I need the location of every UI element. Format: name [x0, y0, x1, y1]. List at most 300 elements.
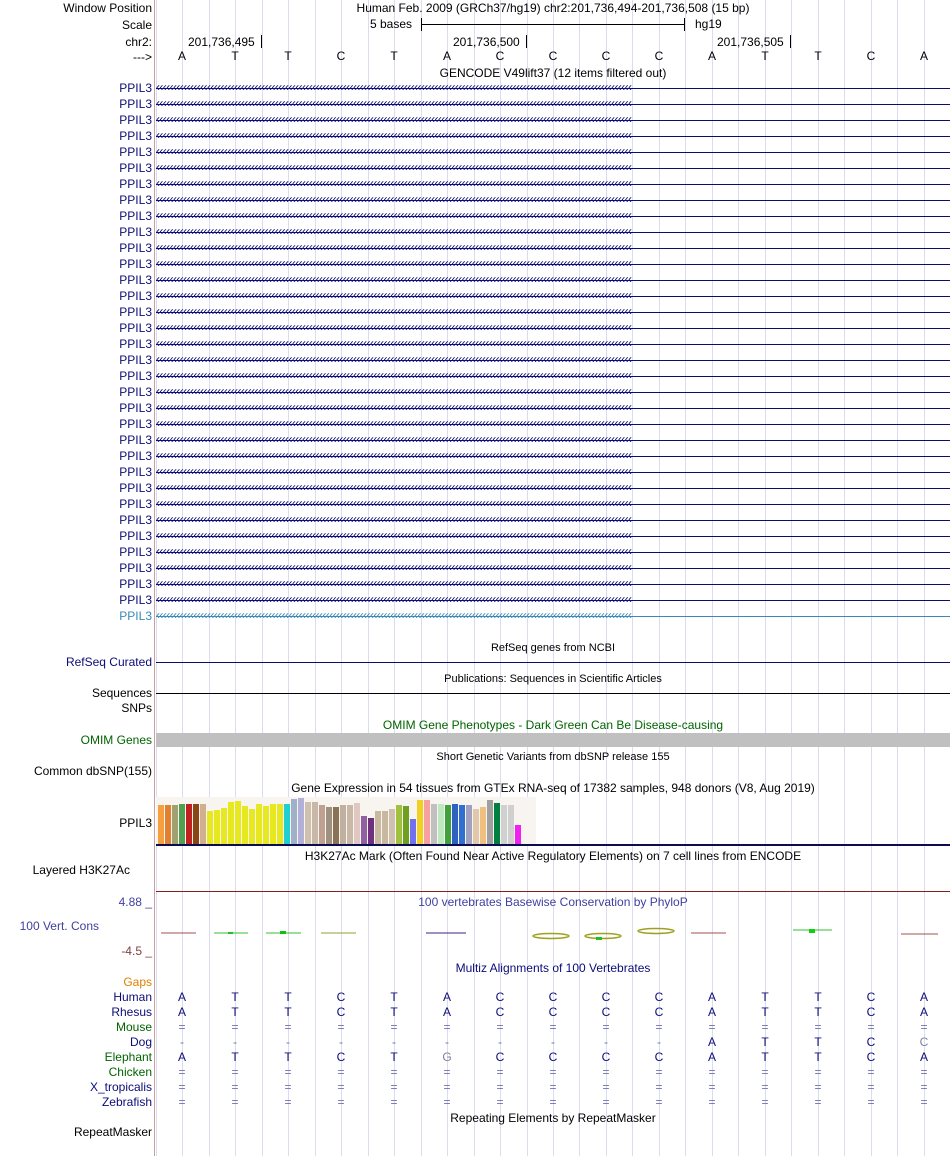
alignment-base: =: [602, 1065, 610, 1079]
alignment-base: =: [867, 1065, 875, 1079]
alignment-base: =: [867, 1095, 875, 1109]
gtex-tissue-bar[interactable]: [396, 805, 402, 844]
gtex-tissue-bar[interactable]: [270, 804, 276, 844]
gene-track-row[interactable]: [156, 97, 950, 111]
alignment-base: A: [919, 1050, 929, 1064]
gene-label[interactable]: PPIL3: [119, 577, 152, 591]
alignment-base: T: [814, 1005, 822, 1019]
gtex-tissue-bar[interactable]: [200, 804, 206, 844]
sequences-label[interactable]: Sequences: [91, 686, 152, 700]
gene-label[interactable]: PPIL3: [119, 81, 152, 95]
alignment-base: C: [866, 1035, 876, 1049]
refseq-title: RefSeq genes from NCBI: [490, 642, 616, 654]
gene-track-row[interactable]: [156, 369, 950, 383]
gene-label[interactable]: PPIL3: [119, 305, 152, 319]
gtex-tissue-bar[interactable]: [186, 804, 192, 844]
coord-label-1: 201,736,495: [188, 35, 255, 49]
alignment-base: C: [601, 1005, 611, 1019]
dbsnp-title: Short Genetic Variants from dbSNP release 155: [436, 751, 670, 763]
strand-arrows-icon: ‹‹‹‹‹‹‹‹‹‹‹‹‹‹‹‹‹‹‹‹‹‹‹‹‹‹‹‹‹‹‹‹‹‹‹‹‹‹‹‹‹‹‹‹‹‹‹‹‹‹‹‹‹‹‹‹‹‹‹‹‹‹‹‹‹‹‹‹‹‹‹‹‹‹‹‹‹‹‹‹‹‹‹‹‹‹‹‹‹‹‹‹‹‹‹‹‹‹‹‹‹‹‹‹‹‹‹‹‹‹‹‹‹‹‹‹‹‹‹‹‹‹‹‹‹‹‹‹‹‹‹‹‹‹‹‹‹‹‹‹: [156, 465, 632, 478]
gene-track-row[interactable]: [156, 513, 950, 527]
strand-arrows-icon: ‹‹‹‹‹‹‹‹‹‹‹‹‹‹‹‹‹‹‹‹‹‹‹‹‹‹‹‹‹‹‹‹‹‹‹‹‹‹‹‹‹‹‹‹‹‹‹‹‹‹‹‹‹‹‹‹‹‹‹‹‹‹‹‹‹‹‹‹‹‹‹‹‹‹‹‹‹‹‹‹‹‹‹‹‹‹‹‹‹‹‹‹‹‹‹‹‹‹‹‹‹‹‹‹‹‹‹‹‹‹‹‹‹‹‹‹‹‹‹‹‹‹‹‹‹‹‹‹‹‹‹‹‹‹‹‹‹‹‹‹: [156, 353, 632, 366]
alignment-base: =: [443, 1080, 451, 1094]
gtex-tissue-bar[interactable]: [284, 804, 290, 844]
alignment-base: =: [655, 1095, 663, 1109]
strand-arrows-icon: ‹‹‹‹‹‹‹‹‹‹‹‹‹‹‹‹‹‹‹‹‹‹‹‹‹‹‹‹‹‹‹‹‹‹‹‹‹‹‹‹‹‹‹‹‹‹‹‹‹‹‹‹‹‹‹‹‹‹‹‹‹‹‹‹‹‹‹‹‹‹‹‹‹‹‹‹‹‹‹‹‹‹‹‹‹‹‹‹‹‹‹‹‹‹‹‹‹‹‹‹‹‹‹‹‹‹‹‹‹‹‹‹‹‹‹‹‹‹‹‹‹‹‹‹‹‹‹‹‹‹‹‹‹‹‹‹‹‹‹‹: [156, 401, 632, 414]
gene-track-row[interactable]: [156, 465, 950, 479]
gene-label[interactable]: PPIL3: [119, 225, 152, 239]
gtex-tissue-bar[interactable]: [487, 800, 493, 844]
gene-track-row[interactable]: [156, 257, 950, 271]
alignment-base: T: [761, 1005, 769, 1019]
gtex-tissue-bar[interactable]: [515, 825, 521, 844]
alignment-base: =: [284, 1095, 292, 1109]
alignment-base: A: [177, 1050, 187, 1064]
gtex-tissue-bar[interactable]: [207, 811, 213, 844]
sequence-base: T: [284, 49, 292, 63]
omim-label[interactable]: OMIM Genes: [80, 733, 152, 747]
alignment-base: C: [548, 1050, 558, 1064]
alignment-base: =: [867, 1020, 875, 1034]
scale-bar-left-tick: [421, 18, 422, 31]
refseq-gene-line[interactable]: [156, 662, 950, 663]
gtex-gene-label[interactable]: PPIL3: [119, 816, 152, 830]
strand-arrows-icon: ‹‹‹‹‹‹‹‹‹‹‹‹‹‹‹‹‹‹‹‹‹‹‹‹‹‹‹‹‹‹‹‹‹‹‹‹‹‹‹‹‹‹‹‹‹‹‹‹‹‹‹‹‹‹‹‹‹‹‹‹‹‹‹‹‹‹‹‹‹‹‹‹‹‹‹‹‹‹‹‹‹‹‹‹‹‹‹‹‹‹‹‹‹‹‹‹‹‹‹‹‹‹‹‹‹‹‹‹‹‹‹‹‹‹‹‹‹‹‹‹‹‹‹‹‹‹‹‹‹‹‹‹‹‹‹‹‹‹‹‹: [156, 305, 632, 318]
gene-label[interactable]: PPIL3: [119, 561, 152, 575]
gtex-tissue-bar[interactable]: [403, 806, 409, 844]
alignment-base: -: [392, 1035, 396, 1049]
gtex-tissue-bar[interactable]: [305, 802, 311, 844]
gtex-tissue-bar[interactable]: [319, 805, 325, 844]
gene-label[interactable]: PPIL3: [119, 193, 152, 207]
alignment-base: T: [814, 990, 822, 1004]
gene-label[interactable]: PPIL3: [119, 401, 152, 415]
gene-label[interactable]: PPIL3: [119, 145, 152, 159]
species-label: Elephant: [104, 1050, 152, 1064]
alignment-base: A: [177, 990, 187, 1004]
h3k27ac-title: H3K27Ac Mark (Often Found Near Active Regulatory Elements) on 7 cell lines from ENCODE: [304, 849, 802, 863]
position-title: Human Feb. 2009 (GRCh37/hg19) chr2:201,736,494-201,736,508 (15 bp): [356, 1, 750, 15]
species-label: Zebrafish: [101, 1095, 152, 1109]
gene-label[interactable]: PPIL3: [119, 353, 152, 367]
alignment-base: -: [551, 1035, 555, 1049]
gtex-tissue-bar[interactable]: [277, 804, 283, 844]
alignment-base: =: [920, 1095, 928, 1109]
strand-arrows-icon: ‹‹‹‹‹‹‹‹‹‹‹‹‹‹‹‹‹‹‹‹‹‹‹‹‹‹‹‹‹‹‹‹‹‹‹‹‹‹‹‹‹‹‹‹‹‹‹‹‹‹‹‹‹‹‹‹‹‹‹‹‹‹‹‹‹‹‹‹‹‹‹‹‹‹‹‹‹‹‹‹‹‹‹‹‹‹‹‹‹‹‹‹‹‹‹‹‹‹‹‹‹‹‹‹‹‹‹‹‹‹‹‹‹‹‹‹‹‹‹‹‹‹‹‹‹‹‹‹‹‹‹‹‹‹‹‹‹‹‹‹: [156, 81, 632, 94]
alignment-base: C: [866, 1050, 876, 1064]
gtex-tissue-bar[interactable]: [312, 802, 318, 844]
gtex-tissue-bar[interactable]: [452, 804, 458, 844]
alignment-base: =: [390, 1095, 398, 1109]
alignment-base: C: [336, 990, 346, 1004]
gtex-tissue-bar[interactable]: [333, 807, 339, 844]
gtex-tissue-bar[interactable]: [249, 809, 255, 844]
gtex-tissue-bar[interactable]: [214, 810, 220, 844]
alignment-base: =: [708, 1080, 716, 1094]
gene-track-row[interactable]: [156, 289, 950, 303]
alignment-base: =: [443, 1095, 451, 1109]
strand-arrows-icon: ‹‹‹‹‹‹‹‹‹‹‹‹‹‹‹‹‹‹‹‹‹‹‹‹‹‹‹‹‹‹‹‹‹‹‹‹‹‹‹‹‹‹‹‹‹‹‹‹‹‹‹‹‹‹‹‹‹‹‹‹‹‹‹‹‹‹‹‹‹‹‹‹‹‹‹‹‹‹‹‹‹‹‹‹‹‹‹‹‹‹‹‹‹‹‹‹‹‹‹‹‹‹‹‹‹‹‹‹‹‹‹‹‹‹‹‹‹‹‹‹‹‹‹‹‹‹‹‹‹‹‹‹‹‹‹‹‹‹‹‹: [156, 113, 632, 126]
species-label: Human: [113, 990, 152, 1004]
gtex-tissue-bar[interactable]: [340, 805, 346, 844]
h3k27ac-line[interactable]: [156, 891, 950, 892]
track-display-area[interactable]: [156, 0, 950, 1156]
gene-track-row[interactable]: [156, 113, 950, 127]
gene-label[interactable]: PPIL3: [119, 289, 152, 303]
gtex-tissue-bar[interactable]: [179, 804, 185, 844]
alignment-base: =: [231, 1080, 239, 1094]
species-label: Chicken: [108, 1065, 152, 1079]
gene-label[interactable]: PPIL3: [119, 417, 152, 431]
gtex-tissue-bar[interactable]: [438, 804, 444, 844]
omim-bar[interactable]: [156, 733, 950, 747]
strand-arrows-icon: ‹‹‹‹‹‹‹‹‹‹‹‹‹‹‹‹‹‹‹‹‹‹‹‹‹‹‹‹‹‹‹‹‹‹‹‹‹‹‹‹‹‹‹‹‹‹‹‹‹‹‹‹‹‹‹‹‹‹‹‹‹‹‹‹‹‹‹‹‹‹‹‹‹‹‹‹‹‹‹‹‹‹‹‹‹‹‹‹‹‹‹‹‹‹‹‹‹‹‹‹‹‹‹‹‹‹‹‹‹‹‹‹‹‹‹‹‹‹‹‹‹‹‹‹‹‹‹‹‹‹‹‹‹‹‹‹‹‹‹‹: [156, 449, 632, 462]
gtex-tissue-bar[interactable]: [193, 804, 199, 844]
gene-label[interactable]: PPIL3: [119, 273, 152, 287]
strand-arrows-icon: ‹‹‹‹‹‹‹‹‹‹‹‹‹‹‹‹‹‹‹‹‹‹‹‹‹‹‹‹‹‹‹‹‹‹‹‹‹‹‹‹‹‹‹‹‹‹‹‹‹‹‹‹‹‹‹‹‹‹‹‹‹‹‹‹‹‹‹‹‹‹‹‹‹‹‹‹‹‹‹‹‹‹‹‹‹‹‹‹‹‹‹‹‹‹‹‹‹‹‹‹‹‹‹‹‹‹‹‹‹‹‹‹‹‹‹‹‹‹‹‹‹‹‹‹‹‹‹‹‹‹‹‹‹‹‹‹‹‹‹‹: [156, 513, 632, 526]
sequence-base: C: [601, 49, 611, 63]
gene-track-row[interactable]: [156, 433, 950, 447]
alignment-base: T: [231, 990, 239, 1004]
coord-tick-2: [526, 35, 527, 48]
gene-track-row[interactable]: [156, 161, 950, 175]
gene-track-row[interactable]: [156, 209, 950, 223]
gtex-tissue-bar[interactable]: [235, 801, 241, 844]
alignment-base: =: [496, 1065, 504, 1079]
alignment-base: T: [284, 1050, 292, 1064]
strand-arrows-icon: ‹‹‹‹‹‹‹‹‹‹‹‹‹‹‹‹‹‹‹‹‹‹‹‹‹‹‹‹‹‹‹‹‹‹‹‹‹‹‹‹‹‹‹‹‹‹‹‹‹‹‹‹‹‹‹‹‹‹‹‹‹‹‹‹‹‹‹‹‹‹‹‹‹‹‹‹‹‹‹‹‹‹‹‹‹‹‹‹‹‹‹‹‹‹‹‹‹‹‹‹‹‹‹‹‹‹‹‹‹‹‹‹‹‹‹‹‹‹‹‹‹‹‹‹‹‹‹‹‹‹‹‹‹‹‹‹‹‹‹‹: [156, 369, 632, 382]
gtex-tissue-bar[interactable]: [473, 809, 479, 844]
gene-label[interactable]: PPIL3: [119, 321, 152, 335]
scale-label: Scale: [121, 18, 152, 32]
gtex-tissue-bar[interactable]: [263, 806, 269, 844]
gene-track-row[interactable]: [156, 561, 950, 575]
dbsnp-label[interactable]: Common dbSNP(155): [33, 764, 152, 778]
gene-label[interactable]: PPIL3: [119, 209, 152, 223]
species-label: X_tropicalis: [89, 1080, 152, 1094]
gtex-bar-chart[interactable]: [156, 797, 536, 844]
gene-track-row[interactable]: [156, 449, 950, 463]
strand-arrows-icon: ‹‹‹‹‹‹‹‹‹‹‹‹‹‹‹‹‹‹‹‹‹‹‹‹‹‹‹‹‹‹‹‹‹‹‹‹‹‹‹‹‹‹‹‹‹‹‹‹‹‹‹‹‹‹‹‹‹‹‹‹‹‹‹‹‹‹‹‹‹‹‹‹‹‹‹‹‹‹‹‹‹‹‹‹‹‹‹‹‹‹‹‹‹‹‹‹‹‹‹‹‹‹‹‹‹‹‹‹‹‹‹‹‹‹‹‹‹‹‹‹‹‹‹‹‹‹‹‹‹‹‹‹‹‹‹‹‹‹‹‹: [156, 609, 632, 622]
alignment-base: C: [866, 1005, 876, 1019]
phylop-max-label: 4.88 _: [118, 895, 152, 909]
alignment-base: =: [390, 1065, 398, 1079]
gene-track-row[interactable]: [156, 81, 950, 95]
alignment-base: =: [231, 1020, 239, 1034]
gtex-tissue-bar[interactable]: [508, 805, 514, 844]
alignment-base: =: [549, 1095, 557, 1109]
gtex-tissue-bar[interactable]: [417, 800, 423, 844]
alignment-base: =: [655, 1020, 663, 1034]
multiz-title: Multiz Alignments of 100 Vertebrates: [455, 961, 651, 975]
gene-track-row[interactable]: [156, 545, 950, 559]
gene-track-row[interactable]: [156, 609, 950, 623]
gene-track-row[interactable]: [156, 353, 950, 367]
sequence-base: A: [707, 49, 717, 63]
gene-track-row[interactable]: [156, 305, 950, 319]
gene-track-row[interactable]: [156, 273, 950, 287]
track-labels-column: [0, 0, 152, 1156]
strand-arrows-icon: ‹‹‹‹‹‹‹‹‹‹‹‹‹‹‹‹‹‹‹‹‹‹‹‹‹‹‹‹‹‹‹‹‹‹‹‹‹‹‹‹‹‹‹‹‹‹‹‹‹‹‹‹‹‹‹‹‹‹‹‹‹‹‹‹‹‹‹‹‹‹‹‹‹‹‹‹‹‹‹‹‹‹‹‹‹‹‹‹‹‹‹‹‹‹‹‹‹‹‹‹‹‹‹‹‹‹‹‹‹‹‹‹‹‹‹‹‹‹‹‹‹‹‹‹‹‹‹‹‹‹‹‹‹‹‹‹‹‹‹‹: [156, 241, 632, 254]
strand-arrows-icon: ‹‹‹‹‹‹‹‹‹‹‹‹‹‹‹‹‹‹‹‹‹‹‹‹‹‹‹‹‹‹‹‹‹‹‹‹‹‹‹‹‹‹‹‹‹‹‹‹‹‹‹‹‹‹‹‹‹‹‹‹‹‹‹‹‹‹‹‹‹‹‹‹‹‹‹‹‹‹‹‹‹‹‹‹‹‹‹‹‹‹‹‹‹‹‹‹‹‹‹‹‹‹‹‹‹‹‹‹‹‹‹‹‹‹‹‹‹‹‹‹‹‹‹‹‹‹‹‹‹‹‹‹‹‹‹‹‹‹‹‹: [156, 577, 632, 590]
alignment-base: =: [337, 1095, 345, 1109]
sequence-base: A: [919, 49, 929, 63]
alignment-base: C: [548, 990, 558, 1004]
strand-arrows-icon: ‹‹‹‹‹‹‹‹‹‹‹‹‹‹‹‹‹‹‹‹‹‹‹‹‹‹‹‹‹‹‹‹‹‹‹‹‹‹‹‹‹‹‹‹‹‹‹‹‹‹‹‹‹‹‹‹‹‹‹‹‹‹‹‹‹‹‹‹‹‹‹‹‹‹‹‹‹‹‹‹‹‹‹‹‹‹‹‹‹‹‹‹‹‹‹‹‹‹‹‹‹‹‹‹‹‹‹‹‹‹‹‹‹‹‹‹‹‹‹‹‹‹‹‹‹‹‹‹‹‹‹‹‹‹‹‹‹‹‹‹: [156, 193, 632, 206]
gene-track-row[interactable]: [156, 177, 950, 191]
publications-line[interactable]: [156, 693, 950, 694]
phylop-ellipse-3: [638, 929, 674, 934]
gene-track-row[interactable]: [156, 497, 950, 511]
gene-track-row[interactable]: [156, 593, 950, 607]
gene-track-row[interactable]: [156, 401, 950, 415]
gtex-tissue-bar[interactable]: [389, 809, 395, 844]
strand-arrows-icon: ‹‹‹‹‹‹‹‹‹‹‹‹‹‹‹‹‹‹‹‹‹‹‹‹‹‹‹‹‹‹‹‹‹‹‹‹‹‹‹‹‹‹‹‹‹‹‹‹‹‹‹‹‹‹‹‹‹‹‹‹‹‹‹‹‹‹‹‹‹‹‹‹‹‹‹‹‹‹‹‹‹‹‹‹‹‹‹‹‹‹‹‹‹‹‹‹‹‹‹‹‹‹‹‹‹‹‹‹‹‹‹‹‹‹‹‹‹‹‹‹‹‹‹‹‹‹‹‹‹‹‹‹‹‹‹‹‹‹‹‹: [156, 209, 632, 222]
gtex-tissue-bar[interactable]: [375, 811, 381, 844]
gene-track-row[interactable]: [156, 241, 950, 255]
gtex-tissue-bar[interactable]: [326, 807, 332, 844]
alignment-base: =: [814, 1095, 822, 1109]
gtex-tissue-bar[interactable]: [361, 816, 367, 844]
alignment-base: A: [442, 1005, 452, 1019]
gene-label[interactable]: PPIL3: [119, 449, 152, 463]
gene-track-row[interactable]: [156, 481, 950, 495]
alignment-base: =: [178, 1080, 186, 1094]
gene-label[interactable]: PPIL3: [119, 257, 152, 271]
alignment-base: -: [286, 1035, 290, 1049]
omim-title: OMIM Gene Phenotypes - Dark Green Can Be Disease-causing: [382, 718, 724, 732]
strand-arrows-icon: ‹‹‹‹‹‹‹‹‹‹‹‹‹‹‹‹‹‹‹‹‹‹‹‹‹‹‹‹‹‹‹‹‹‹‹‹‹‹‹‹‹‹‹‹‹‹‹‹‹‹‹‹‹‹‹‹‹‹‹‹‹‹‹‹‹‹‹‹‹‹‹‹‹‹‹‹‹‹‹‹‹‹‹‹‹‹‹‹‹‹‹‹‹‹‹‹‹‹‹‹‹‹‹‹‹‹‹‹‹‹‹‹‹‹‹‹‹‹‹‹‹‹‹‹‹‹‹‹‹‹‹‹‹‹‹‹‹‹‹‹: [156, 225, 632, 238]
sequence-base: C: [548, 49, 558, 63]
gtex-tissue-bar[interactable]: [494, 803, 500, 844]
alignment-base: =: [496, 1020, 504, 1034]
sequence-base: C: [336, 49, 346, 63]
gene-label[interactable]: PPIL3: [119, 369, 152, 383]
alignment-base: =: [231, 1095, 239, 1109]
gtex-tissue-bar[interactable]: [410, 819, 416, 844]
gtex-tissue-bar[interactable]: [501, 805, 507, 844]
gene-label[interactable]: PPIL3: [119, 129, 152, 143]
alignment-base: -: [445, 1035, 449, 1049]
gene-track-row[interactable]: [156, 193, 950, 207]
alignment-base: C: [654, 1050, 664, 1064]
gene-label[interactable]: PPIL3: [119, 497, 152, 511]
phylop-title: 100 vertebrates Basewise Conservation by PhyloP: [418, 895, 688, 909]
gene-label[interactable]: PPIL3: [119, 481, 152, 495]
strand-arrows-icon: ‹‹‹‹‹‹‹‹‹‹‹‹‹‹‹‹‹‹‹‹‹‹‹‹‹‹‹‹‹‹‹‹‹‹‹‹‹‹‹‹‹‹‹‹‹‹‹‹‹‹‹‹‹‹‹‹‹‹‹‹‹‹‹‹‹‹‹‹‹‹‹‹‹‹‹‹‹‹‹‹‹‹‹‹‹‹‹‹‹‹‹‹‹‹‹‹‹‹‹‹‹‹‹‹‹‹‹‹‹‹‹‹‹‹‹‹‹‹‹‹‹‹‹‹‹‹‹‹‹‹‹‹‹‹‹‹‹‹‹‹: [156, 385, 632, 398]
gtex-tissue-bar[interactable]: [221, 808, 227, 844]
alignment-base: A: [707, 990, 717, 1004]
coord-tick-1: [261, 35, 262, 48]
alignment-base: C: [654, 1005, 664, 1019]
gtex-tissue-bar[interactable]: [165, 805, 171, 844]
strand-arrows-icon: ‹‹‹‹‹‹‹‹‹‹‹‹‹‹‹‹‹‹‹‹‹‹‹‹‹‹‹‹‹‹‹‹‹‹‹‹‹‹‹‹‹‹‹‹‹‹‹‹‹‹‹‹‹‹‹‹‹‹‹‹‹‹‹‹‹‹‹‹‹‹‹‹‹‹‹‹‹‹‹‹‹‹‹‹‹‹‹‹‹‹‹‹‹‹‹‹‹‹‹‹‹‹‹‹‹‹‹‹‹‹‹‹‹‹‹‹‹‹‹‹‹‹‹‹‹‹‹‹‹‹‹‹‹‹‹‹‹‹‹‹: [156, 417, 632, 430]
repeatmasker-label[interactable]: RepeatMasker: [73, 1125, 152, 1139]
sequence-base: A: [442, 49, 452, 63]
alignment-base: T: [814, 1050, 822, 1064]
scale-text: 5 bases: [370, 17, 413, 31]
alignment-base: =: [920, 1065, 928, 1079]
gaps-label: Gaps: [123, 975, 152, 989]
gtex-tissue-bar[interactable]: [242, 806, 248, 844]
alignment-base: T: [814, 1035, 822, 1049]
sequence-base: A: [177, 49, 187, 63]
gtex-tissue-bar[interactable]: [298, 798, 304, 844]
gene-track-row[interactable]: [156, 129, 950, 143]
gene-label[interactable]: PPIL3: [119, 177, 152, 191]
strand-arrows-icon: ‹‹‹‹‹‹‹‹‹‹‹‹‹‹‹‹‹‹‹‹‹‹‹‹‹‹‹‹‹‹‹‹‹‹‹‹‹‹‹‹‹‹‹‹‹‹‹‹‹‹‹‹‹‹‹‹‹‹‹‹‹‹‹‹‹‹‹‹‹‹‹‹‹‹‹‹‹‹‹‹‹‹‹‹‹‹‹‹‹‹‹‹‹‹‹‹‹‹‹‹‹‹‹‹‹‹‹‹‹‹‹‹‹‹‹‹‹‹‹‹‹‹‹‹‹‹‹‹‹‹‹‹‹‹‹‹‹‹‹‹: [156, 529, 632, 542]
alignment-base: A: [442, 990, 452, 1004]
alignment-base: =: [602, 1095, 610, 1109]
alignment-base: =: [708, 1095, 716, 1109]
alignment-base: T: [761, 990, 769, 1004]
alignment-base: C: [601, 1050, 611, 1064]
alignment-base: =: [602, 1020, 610, 1034]
alignment-base: =: [284, 1080, 292, 1094]
gene-label[interactable]: PPIL3: [119, 529, 152, 543]
gtex-tissue-bar[interactable]: [431, 804, 437, 844]
alignment-base: C: [919, 1035, 929, 1049]
alignment-base: =: [390, 1020, 398, 1034]
alignment-base: C: [336, 1050, 346, 1064]
refseq-label[interactable]: RefSeq Curated: [65, 655, 152, 669]
alignment-base: =: [655, 1080, 663, 1094]
gene-track-row[interactable]: [156, 529, 950, 543]
alignment-base: =: [443, 1065, 451, 1079]
sequence-base: T: [390, 49, 398, 63]
gene-label[interactable]: PPIL3: [119, 113, 152, 127]
alignment-base: =: [920, 1080, 928, 1094]
alignment-base: A: [177, 1005, 187, 1019]
strand-arrows-icon: ‹‹‹‹‹‹‹‹‹‹‹‹‹‹‹‹‹‹‹‹‹‹‹‹‹‹‹‹‹‹‹‹‹‹‹‹‹‹‹‹‹‹‹‹‹‹‹‹‹‹‹‹‹‹‹‹‹‹‹‹‹‹‹‹‹‹‹‹‹‹‹‹‹‹‹‹‹‹‹‹‹‹‹‹‹‹‹‹‹‹‹‹‹‹‹‹‹‹‹‹‹‹‹‹‹‹‹‹‹‹‹‹‹‹‹‹‹‹‹‹‹‹‹‹‹‹‹‹‹‹‹‹‹‹‹‹‹‹‹‹: [156, 289, 632, 302]
sequence-base: C: [654, 49, 664, 63]
gene-label[interactable]: PPIL3: [119, 161, 152, 175]
phylop-peak-2: [280, 931, 286, 934]
gene-label[interactable]: PPIL3: [119, 545, 152, 559]
phylop-min-label: -4.5 _: [121, 944, 152, 958]
strand-arrows-icon: ‹‹‹‹‹‹‹‹‹‹‹‹‹‹‹‹‹‹‹‹‹‹‹‹‹‹‹‹‹‹‹‹‹‹‹‹‹‹‹‹‹‹‹‹‹‹‹‹‹‹‹‹‹‹‹‹‹‹‹‹‹‹‹‹‹‹‹‹‹‹‹‹‹‹‹‹‹‹‹‹‹‹‹‹‹‹‹‹‹‹‹‹‹‹‹‹‹‹‹‹‹‹‹‹‹‹‹‹‹‹‹‹‹‹‹‹‹‹‹‹‹‹‹‹‹‹‹‹‹‹‹‹‹‹‹‹‹‹‹‹: [156, 433, 632, 446]
phylop-signal[interactable]: [156, 920, 950, 950]
sequence-base: C: [495, 49, 505, 63]
alignment-base: -: [657, 1035, 661, 1049]
phylop-ellipse-1: [533, 934, 569, 939]
gtex-tissue-bar[interactable]: [382, 811, 388, 844]
alignment-base: =: [655, 1065, 663, 1079]
phylop-ellipse-2: [585, 934, 621, 939]
gene-track-row[interactable]: [156, 321, 950, 335]
alignment-base: =: [337, 1065, 345, 1079]
alignment-base: =: [496, 1080, 504, 1094]
alignment-base: =: [178, 1095, 186, 1109]
alignment-base: =: [814, 1020, 822, 1034]
alignment-base: =: [761, 1080, 769, 1094]
gtex-tissue-bar[interactable]: [445, 805, 451, 844]
gtex-tissue-bar[interactable]: [172, 805, 178, 844]
alignment-base: =: [337, 1020, 345, 1034]
alignment-base: =: [602, 1080, 610, 1094]
strand-arrows-icon: ‹‹‹‹‹‹‹‹‹‹‹‹‹‹‹‹‹‹‹‹‹‹‹‹‹‹‹‹‹‹‹‹‹‹‹‹‹‹‹‹‹‹‹‹‹‹‹‹‹‹‹‹‹‹‹‹‹‹‹‹‹‹‹‹‹‹‹‹‹‹‹‹‹‹‹‹‹‹‹‹‹‹‹‹‹‹‹‹‹‹‹‹‹‹‹‹‹‹‹‹‹‹‹‹‹‹‹‹‹‹‹‹‹‹‹‹‹‹‹‹‹‹‹‹‹‹‹‹‹‹‹‹‹‹‹‹‹‹‹‹: [156, 129, 632, 142]
gene-label[interactable]: PPIL3: [119, 465, 152, 479]
gtex-tissue-bar[interactable]: [459, 805, 465, 844]
alignment-base: C: [548, 1005, 558, 1019]
coord-label-3: 201,736,505: [717, 35, 784, 49]
chr-label: chr2:: [125, 35, 152, 49]
alignment-base: -: [498, 1035, 502, 1049]
gene-track-row[interactable]: [156, 145, 950, 159]
sequence-base: T: [814, 49, 822, 63]
alignment-base: =: [814, 1065, 822, 1079]
alignment-base: C: [336, 1005, 346, 1019]
gene-track-row[interactable]: [156, 385, 950, 399]
gene-label[interactable]: PPIL3: [119, 593, 152, 607]
gene-label[interactable]: PPIL3: [119, 97, 152, 111]
alignment-base: C: [601, 990, 611, 1004]
gene-label[interactable]: PPIL3: [119, 609, 152, 623]
gtex-tissue-bar[interactable]: [480, 807, 486, 844]
gtex-tissue-bar[interactable]: [256, 804, 262, 844]
alignment-base: A: [707, 1035, 717, 1049]
strand-arrows-icon: ‹‹‹‹‹‹‹‹‹‹‹‹‹‹‹‹‹‹‹‹‹‹‹‹‹‹‹‹‹‹‹‹‹‹‹‹‹‹‹‹‹‹‹‹‹‹‹‹‹‹‹‹‹‹‹‹‹‹‹‹‹‹‹‹‹‹‹‹‹‹‹‹‹‹‹‹‹‹‹‹‹‹‹‹‹‹‹‹‹‹‹‹‹‹‹‹‹‹‹‹‹‹‹‹‹‹‹‹‹‹‹‹‹‹‹‹‹‹‹‹‹‹‹‹‹‹‹‹‹‹‹‹‹‹‹‹‹‹‹‹: [156, 561, 632, 574]
sequence-base: T: [231, 49, 239, 63]
scale-bar: [422, 24, 685, 25]
gene-label[interactable]: PPIL3: [119, 433, 152, 447]
coord-label-2: 201,736,500: [453, 35, 520, 49]
alignment-base: A: [919, 990, 929, 1004]
alignment-base: T: [390, 1005, 398, 1019]
gtex-tissue-bar[interactable]: [228, 802, 234, 844]
phylop-peak-3: [596, 937, 602, 940]
strand-arrows-icon: ‹‹‹‹‹‹‹‹‹‹‹‹‹‹‹‹‹‹‹‹‹‹‹‹‹‹‹‹‹‹‹‹‹‹‹‹‹‹‹‹‹‹‹‹‹‹‹‹‹‹‹‹‹‹‹‹‹‹‹‹‹‹‹‹‹‹‹‹‹‹‹‹‹‹‹‹‹‹‹‹‹‹‹‹‹‹‹‹‹‹‹‹‹‹‹‹‹‹‹‹‹‹‹‹‹‹‹‹‹‹‹‹‹‹‹‹‹‹‹‹‹‹‹‹‹‹‹‹‹‹‹‹‹‹‹‹‹‹‹‹: [156, 145, 632, 158]
alignment-base: =: [708, 1065, 716, 1079]
alignment-base: =: [761, 1095, 769, 1109]
gene-track-row[interactable]: [156, 225, 950, 239]
snps-label[interactable]: SNPs: [121, 701, 152, 715]
alignment-base: =: [496, 1095, 504, 1109]
gtex-tissue-bar[interactable]: [347, 805, 353, 844]
gtex-tissue-bar[interactable]: [354, 803, 360, 844]
gene-track-row[interactable]: [156, 417, 950, 431]
label-divider: [154, 0, 155, 1156]
gtex-tissue-bar[interactable]: [158, 805, 164, 844]
alignment-base: T: [231, 1050, 239, 1064]
strand-arrows-icon: ‹‹‹‹‹‹‹‹‹‹‹‹‹‹‹‹‹‹‹‹‹‹‹‹‹‹‹‹‹‹‹‹‹‹‹‹‹‹‹‹‹‹‹‹‹‹‹‹‹‹‹‹‹‹‹‹‹‹‹‹‹‹‹‹‹‹‹‹‹‹‹‹‹‹‹‹‹‹‹‹‹‹‹‹‹‹‹‹‹‹‹‹‹‹‹‹‹‹‹‹‹‹‹‹‹‹‹‹‹‹‹‹‹‹‹‹‹‹‹‹‹‹‹‹‹‹‹‹‹‹‹‹‹‹‹‹‹‹‹‹: [156, 177, 632, 190]
gtex-tissue-bar[interactable]: [424, 800, 430, 844]
gtex-tissue-bar[interactable]: [466, 805, 472, 844]
alignment-base: C: [654, 990, 664, 1004]
gtex-tissue-bar[interactable]: [368, 818, 374, 844]
gtex-tissue-bar[interactable]: [291, 799, 297, 844]
gene-track-row[interactable]: [156, 577, 950, 591]
alignment-base: =: [761, 1020, 769, 1034]
gene-label[interactable]: PPIL3: [119, 385, 152, 399]
alignment-base: -: [604, 1035, 608, 1049]
gene-label[interactable]: PPIL3: [119, 337, 152, 351]
strand-arrow-label: --->: [133, 50, 152, 64]
alignment-base: =: [549, 1080, 557, 1094]
alignment-base: A: [919, 1005, 929, 1019]
species-label: Rhesus: [111, 1005, 152, 1019]
alignment-base: T: [390, 990, 398, 1004]
coord-tick-3: [790, 35, 791, 48]
h3k27ac-label[interactable]: Layered H3K27Ac: [32, 863, 130, 877]
gene-track-row[interactable]: [156, 337, 950, 351]
repeatmasker-title: Repeating Elements by RepeatMasker: [450, 1111, 656, 1125]
gene-label[interactable]: PPIL3: [119, 241, 152, 255]
strand-arrows-icon: ‹‹‹‹‹‹‹‹‹‹‹‹‹‹‹‹‹‹‹‹‹‹‹‹‹‹‹‹‹‹‹‹‹‹‹‹‹‹‹‹‹‹‹‹‹‹‹‹‹‹‹‹‹‹‹‹‹‹‹‹‹‹‹‹‹‹‹‹‹‹‹‹‹‹‹‹‹‹‹‹‹‹‹‹‹‹‹‹‹‹‹‹‹‹‹‹‹‹‹‹‹‹‹‹‹‹‹‹‹‹‹‹‹‹‹‹‹‹‹‹‹‹‹‹‹‹‹‹‹‹‹‹‹‹‹‹‹‹‹‹: [156, 321, 632, 334]
phylop-label[interactable]: 100 Vert. Cons: [19, 919, 99, 933]
gene-label[interactable]: PPIL3: [119, 513, 152, 527]
alignment-base: -: [339, 1035, 343, 1049]
